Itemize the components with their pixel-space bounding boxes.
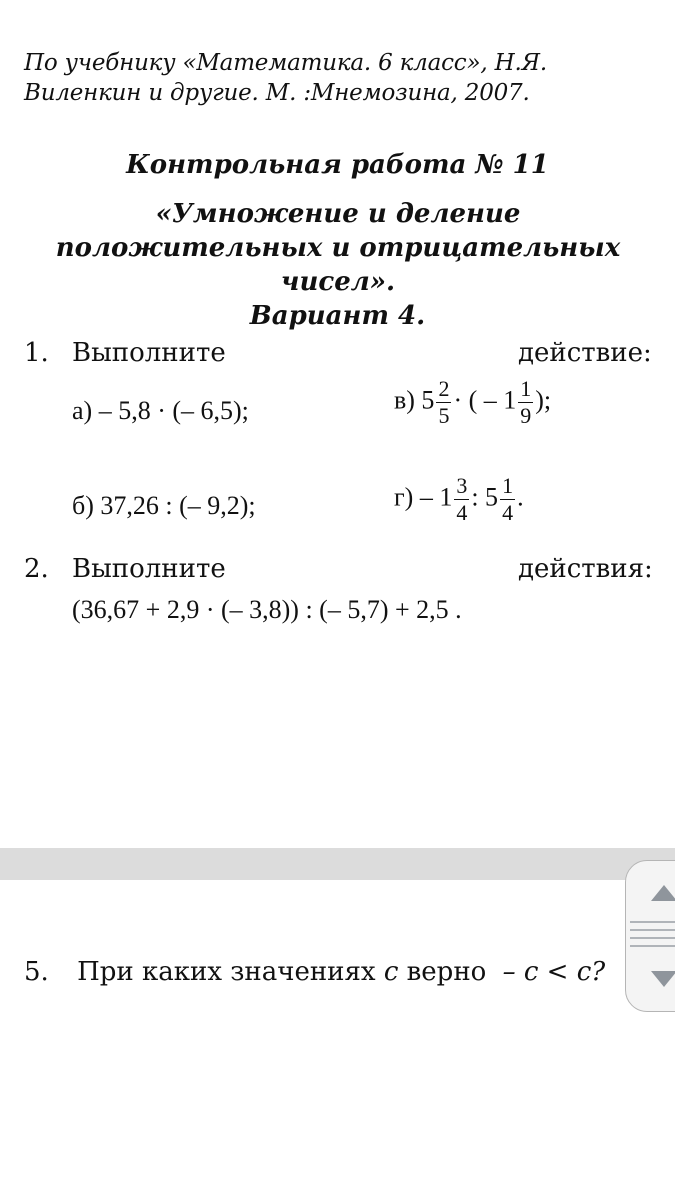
task1-number: 1. [24,338,49,368]
fraction-denominator: 9 [520,403,532,428]
task1-b: б) 37,26 : (– 9,2); [72,491,256,520]
grip-line-icon [630,921,675,923]
task5-text: При каких значениях [77,957,376,987]
test-subtitle: «Умножение и деление положительных и отрицательных чисел». [55,199,621,297]
scroll-control[interactable] [625,860,675,1012]
task1-word-1: Выполните [72,338,226,368]
task1-g-suffix: . [517,482,524,512]
task1-g-prefix: г) – 1 [394,482,453,512]
fraction-denominator: 5 [438,403,450,428]
grip-line-icon [630,937,675,939]
variant-label: Вариант 4. [249,301,426,331]
task1-a: а) – 5,8 · (– 6,5); [72,396,249,425]
scroll-down-icon[interactable] [651,971,675,987]
fraction-denominator: 4 [502,500,514,525]
task1-g-fraction-2 [500,473,515,526]
page-separator [0,848,675,880]
fraction-denominator: 4 [456,500,468,525]
task1-g [394,473,524,526]
fraction-numerator: 1 [502,473,514,498]
grip-line-icon [630,945,675,947]
task5-inequality: – c < c? [502,957,606,987]
task5 [24,957,605,987]
task2-word-1: Выполните [72,554,226,584]
task5-text-2: верно [406,957,487,987]
task2-expression: (36,67 + 2,9 · (– 3,8)) : (– 5,7) + 2,5 . [72,595,462,624]
task1-v-fraction-2 [518,376,533,429]
task1-g-fraction-1 [454,473,469,526]
task1-v-mid: · ( – 1 [453,385,517,415]
grip-line-icon [630,929,675,931]
task1-v-suffix: ); [535,385,552,415]
scroll-up-icon[interactable] [651,885,675,901]
task1-v [394,376,551,429]
fraction-numerator: 1 [520,376,532,401]
task5-number: 5. [24,957,49,987]
fraction-numerator: 3 [456,473,468,498]
task5-variable: c [383,957,399,987]
fraction-numerator: 2 [438,376,450,401]
task1-v-fraction-1 [436,376,451,429]
task1-word-2: действие: [518,338,652,368]
task2-word-2: действия: [518,554,653,584]
test-title: Контрольная работа № 11 [126,150,549,180]
source-reference: По учебнику «Математика. 6 класс», Н.Я. Виленкин и другие. М. :Мнемозина, 2007. [24,50,548,106]
task2-number: 2. [24,554,49,584]
task1-g-mid: : 5 [471,482,499,512]
task1-v-prefix: в) 5 [394,385,435,415]
